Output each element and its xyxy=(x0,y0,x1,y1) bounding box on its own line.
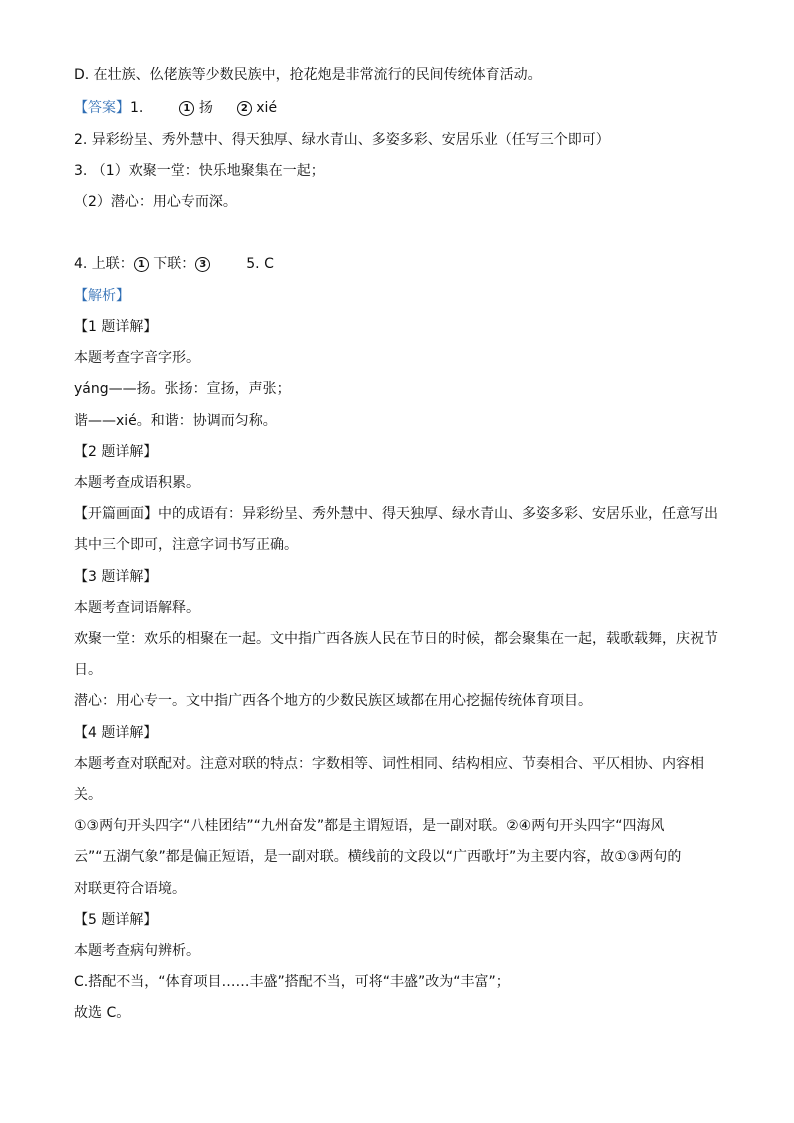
q4-line-3: ①③两句开头四字“八桂团结”“九州奋发”都是主谓短语，是一副对联。②④两句开头四字“四海风 xyxy=(74,818,665,834)
answer-1-value-1: 扬 xyxy=(198,100,213,116)
q5-line-3: 故选 C。 xyxy=(74,1005,131,1021)
q4-line-2: 关。 xyxy=(74,787,102,803)
q5-line-1: 本题考查病句辨析。 xyxy=(74,943,200,959)
q2-heading: 【2 题详解】 xyxy=(74,444,158,460)
answer-1-number: 1. xyxy=(130,100,144,116)
answer-4-5-line xyxy=(74,255,274,273)
answer-4-prefix: 4. 上联： xyxy=(74,256,134,272)
q1-heading: 【1 题详解】 xyxy=(74,319,158,335)
circled-number-lower: 3 xyxy=(195,257,210,272)
q4-line-5: 对联更符合语境。 xyxy=(74,881,186,897)
q4-line-1: 本题考查对联配对。注意对联的特点：字数相等、词性相同、结构相应、节奏相合、平仄相协、内容相 xyxy=(74,756,704,772)
q3-heading: 【3 题详解】 xyxy=(74,569,158,585)
circled-number-2: 2 xyxy=(237,101,252,116)
q2-line-3: 其中三个即可，注意字词书写正确。 xyxy=(74,537,298,553)
q5-heading: 【5 题详解】 xyxy=(74,912,158,928)
answer-2-line: 2. 异彩纷呈、秀外慧中、得天独厚、绿水青山、多姿多彩、安居乐业（任写三个即可） xyxy=(74,132,610,148)
answer-3-line-1: 3. （1）欢聚一堂：快乐地聚集在一起； xyxy=(74,163,325,179)
q1-line-1: 本题考查字音字形。 xyxy=(74,350,200,366)
q2-line-1: 本题考查成语积累。 xyxy=(74,475,200,491)
answer-5: 5. C xyxy=(246,256,274,272)
answer-line xyxy=(74,99,277,117)
q3-line-3: 日。 xyxy=(74,662,102,678)
circled-number-upper: 1 xyxy=(134,257,149,272)
analysis-tag: 【解析】 xyxy=(74,288,130,304)
option-d-line: D. 在壮族、仫佬族等少数民族中，抢花炮是非常流行的民间传统体育活动。 xyxy=(74,67,542,83)
circled-number-1: 1 xyxy=(179,101,194,116)
answer-4-mid: 下联： xyxy=(153,256,196,272)
answer-tag: 【答案】 xyxy=(74,100,130,116)
q4-heading: 【4 题详解】 xyxy=(74,725,158,741)
q1-line-2: yáng——扬。张扬：宣扬，声张； xyxy=(74,381,291,397)
q3-line-1: 本题考查词语解释。 xyxy=(74,600,200,616)
q4-line-4: 云”“五湖气象”都是偏正短语，是一副对联。横线前的文段以“广西歌圩”为主要内容，故①③两句的 xyxy=(74,849,682,865)
answer-3-line-2: （2）潜心：用心专而深。 xyxy=(74,194,237,210)
q1-line-3: 谐——xié。和谐：协调而匀称。 xyxy=(74,413,277,429)
q3-line-4: 潜心：用心专一。文中指广西各个地方的少数民族区域都在用心挖掘传统体育项目。 xyxy=(74,693,592,709)
answer-1-value-2: xié xyxy=(256,100,278,116)
q3-line-2: 欢聚一堂：欢乐的相聚在一起。文中指广西各族人民在节日的时候，都会聚集在一起，载歌载舞，庆祝节 xyxy=(74,631,718,647)
q5-line-2: C.搭配不当，“体育项目……丰盛”搭配不当，可将“丰盛”改为“丰富”； xyxy=(74,974,510,990)
q2-line-2: 【开篇画面】中的成语有：异彩纷呈、秀外慧中、得天独厚、绿水青山、多姿多彩、安居乐业，任意写出 xyxy=(74,506,718,522)
